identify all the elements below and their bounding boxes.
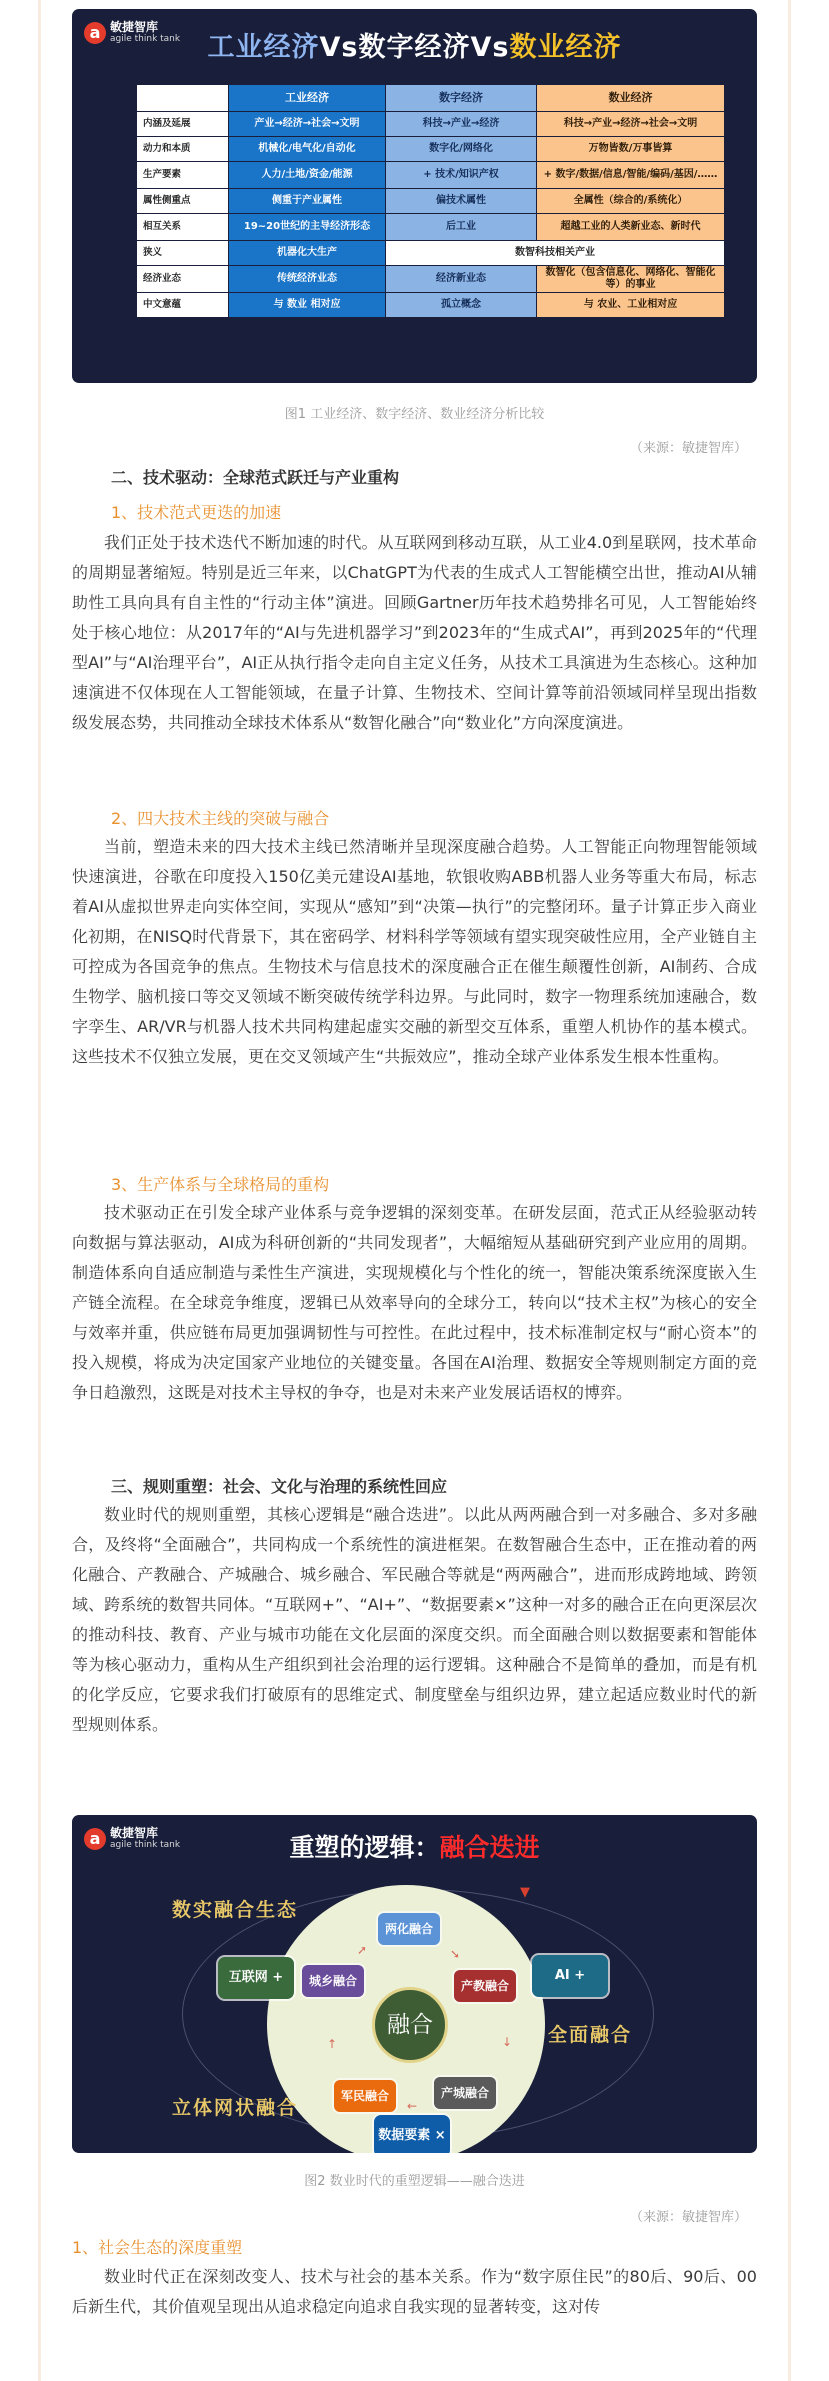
left-border [38, 0, 41, 2381]
table-row [137, 162, 725, 189]
table-row [137, 189, 725, 214]
cell-industrial: 人力/土地/资金/能源 [229, 162, 386, 189]
table-row [137, 241, 725, 266]
comparison-table [136, 84, 725, 318]
title-vs-1: Vs [319, 32, 359, 63]
logo-mark-icon: a [84, 22, 106, 44]
cell-industrial: 侧重于产业属性 [229, 189, 386, 214]
cell-industrial: 传统经济业态 [229, 266, 386, 293]
title-industrial: 工业经济 [207, 32, 320, 63]
cell-industrial: 机械化/电气化/自动化 [229, 137, 386, 162]
figure-fusion-logic [72, 1815, 757, 2153]
row-label: 内涵及延展 [137, 112, 229, 137]
section2-para1: 我们正处于技术迭代不断加速的时代。从互联网到移动互联，从工业4.0到星联网，技术革命的周期显著缩短。特别是近三年来，以ChatGPT为代表的生成式人工智能横空出世，推动AI从辅助性工具向具有自主性的“行动主体”演进。回顾Gartner历年技术趋势排名可见，人工智能始终处于核心地位：从2017年的“AI与先进机器学习”到2023年的“生成式AI”，再到2025年的“代理型AI”与“AI治理平台”，AI正从执行指令走向自主定义任务，从技术工具演进为生态核心。这种加速演进不仅体现在人工智能领域，在量子计算、生物技术、空间计算等前沿领域同样呈现出指数级发展态势，共同推动全球技术体系从“数智化融合”向“数业化”方向深度演进。 [72, 533, 757, 732]
figure-title [72, 25, 757, 64]
table-row [137, 214, 725, 241]
section2-para2: 当前，塑造未来的四大技术主线已然清晰并呈现深度融合趋势。人工智能正向物理智能领域快速演进，谷歌在印度投入150亿美元建设AI基地，软银收购ABB机器人业务等重大布局，标志着AI从虚拟世界走向实体空间，实现从“感知”到“决策—执行”的完整闭环。量子计算正步入商业化初期，在NISQ时代背景下，其在密码学、材料科学等领域有望实现突破性应用，全产业链自主可控成为各国竞争的焦点。生物技术与信息技术的深度融合正在催生颠覆性创新，AI制药、合成生物学、脑机接口等交叉领域不断突破传统学科边界。与此同时，数字一物理系统加速融合，数字孪生、AR/VR与机器人技术共同构建起虚实交融的新型交互体系，重塑人机协作的基本模式。这些技术不仅独立发展，更在交叉领域产生“共振效应”，推动全球产业体系发生根本性重构。 [72, 837, 757, 1066]
label-3d-network-integration: 立体网状融合 [172, 2097, 299, 2119]
cell-digital: 科技→产业→经济 [386, 112, 537, 137]
right-border [788, 0, 791, 2381]
logo-tagline: agile think tank [110, 34, 181, 44]
label-full-integration: 全面融合 [548, 2024, 633, 2046]
table-header-row [137, 85, 725, 112]
figure1-caption: 图1 工业经济、数字经济、数业经济分析比较 [284, 407, 545, 422]
cell-industrial: 与 数业 相对应 [229, 293, 386, 318]
row-label: 生产要素 [137, 162, 229, 189]
title-highlight: 融合迭进 [439, 1833, 540, 1862]
cell-digital: 数字化/网络化 [386, 137, 537, 162]
center-node: 融合 [372, 1987, 448, 2063]
table-row [137, 137, 725, 162]
cell-digital: 偏技术属性 [386, 189, 537, 214]
figure2-caption: 图2 数业时代的重塑逻辑——融合迭进 [304, 2174, 525, 2189]
row-label: 狭义 [137, 241, 229, 266]
section3-sub1: 1、社会生态的深度重塑 [72, 2238, 243, 2257]
cell-shuye: 全属性（综合的/系统化） [537, 189, 725, 214]
logo-name: 敏捷智库 [110, 1826, 159, 1840]
node-industry-education: 产教融合 [454, 1970, 516, 2002]
label-digital-real-ecosystem: 数实融合生态 [172, 1899, 299, 1921]
row-label: 中文意蕴 [137, 293, 229, 318]
header-digital: 数字经济 [386, 85, 537, 112]
figure1-source: （来源：敏捷智库） [629, 441, 747, 456]
row-label: 经济业态 [137, 266, 229, 293]
section3-para-partial: 数业时代正在深刻改变人、技术与社会的基本关系。作为“数字原住民”的80后、90后、00后新生代，其价值观呈现出从追求稳定向追求自我实现的显著转变，这对传 [72, 2267, 757, 2316]
cell-merged: 数智科技相关产业 [386, 241, 725, 266]
table-row [137, 293, 725, 318]
node-industry-city: 产城融合 [434, 2077, 496, 2109]
figure2-title [72, 1828, 757, 1864]
arrow-icon: ← [407, 2099, 418, 2113]
header-industrial: 工业经济 [229, 85, 386, 112]
node-internet-plus: 互联网 + [218, 1957, 294, 1999]
section3-para1: 数业时代的规则重塑，其核心逻辑是“融合迭进”。以此从两两融合到一对多融合、多对多融合，及终将“全面融合”，共同构成一个系统性的演进框架。在数智融合生态中，正在推动着的两化融合、产教融合、产城融合、城乡融合、军民融合等就是“两两融合”，进而形成跨地域、跨领域、跨系统的数智共同体。“互联网+”、“AI+”、“数据要素×”这种一对多的融合正在向更深层次的推动科技、教育、产业与城市功能在文化层面的深度交织。而全面融合则以数据要素和智能体等为核心驱动力，重构从生产组织到社会治理的运行逻辑。这种融合不是简单的叠加，而是有机的化学反应，它要求我们打破原有的思维定式、制度壁垒与组织边界，建立起适应数业时代的新型规则体系。 [72, 1505, 757, 1734]
cell-shuye: + 数字/数据/信息/智能/编码/基因/…… [537, 162, 725, 189]
cell-industrial: 机器化大生产 [229, 241, 386, 266]
logo-tagline: agile think tank [110, 1840, 181, 1850]
title-prefix: 重塑的逻辑： [289, 1833, 440, 1862]
section2-sub1: 1、技术范式更迭的加速 [111, 503, 282, 522]
logo-name: 敏捷智库 [110, 20, 159, 34]
figure-economy-comparison [72, 9, 757, 383]
section2-heading: 二、技术驱动：全球范式跃迁与产业重构 [111, 468, 400, 487]
arrow-icon: ↓ [502, 2035, 513, 2049]
section2-sub3: 3、生产体系与全球格局的重构 [111, 1175, 330, 1194]
arrow-icon: ➘ [450, 1947, 461, 1961]
logo-mark-icon: a [84, 1828, 106, 1850]
title-digital: 数字经济 [358, 32, 471, 63]
figure2-source: （来源：敏捷智库） [629, 2210, 747, 2225]
cell-shuye: 万物皆数/万事皆算 [537, 137, 725, 162]
row-label: 动力和本质 [137, 137, 229, 162]
title-vs-2: Vs [470, 32, 510, 63]
cell-digital: 孤立概念 [386, 293, 537, 318]
cell-shuye: 科技→产业→经济→社会→文明 [537, 112, 725, 137]
node-urban-rural: 城乡融合 [302, 1965, 364, 1997]
cell-digital: 经济新业态 [386, 266, 537, 293]
arrow-icon: ➚ [357, 1943, 368, 1957]
row-label: 相互关系 [137, 214, 229, 241]
node-data-elements: 数据要素 × [374, 2115, 450, 2153]
cell-industrial: 产业→经济→社会→文明 [229, 112, 386, 137]
cell-digital: 后工业 [386, 214, 537, 241]
node-ai-plus: AI + [532, 1955, 608, 1997]
section2-para3: 技术驱动正在引发全球产业体系与竞争逻辑的深刻变革。在研发层面，范式正从经验驱动转向数据与算法驱动，AI成为科研创新的“共同发现者”，大幅缩短从基础研究到产业应用的周期。制造体系向自适应制造与柔性生产演进，实现规模化与个性化的统一，智能决策系统深度嵌入生产链全流程。在全球竞争维度，逻辑已从效率导向的全球分工，转向以“技术主权”为核心的安全与效率并重，供应链布局更加强调韧性与可控性。在此过程中，技术标准制定权与“耐心资本”的投入规模，将成为决定国家产业地位的关键变量。各国在AI治理、数据安全等规则制定方面的竞争日趋激烈，这既是对技术主导权的争夺，也是对未来产业发展话语权的博弈。 [72, 1203, 757, 1402]
cell-shuye: 数智化（包含信息化、网络化、智能化等）的事业 [537, 266, 725, 293]
cell-industrial: 19~20世纪的主导经济形态 [229, 214, 386, 241]
table-row [137, 266, 725, 293]
node-two-modernization: 两化融合 [378, 1913, 440, 1945]
title-shuye: 数业经济 [509, 32, 622, 63]
cell-shuye: 与 农业、工业相对应 [537, 293, 725, 318]
triangle-marker-icon: ▼ [520, 1885, 530, 1900]
header-shuye: 数业经济 [537, 85, 725, 112]
cell-digital: + 技术/知识产权 [386, 162, 537, 189]
cell-shuye: 超越工业的人类新业态、新时代 [537, 214, 725, 241]
section2-sub2: 2、四大技术主线的突破与融合 [111, 809, 330, 828]
section3-heading: 三、规则重塑：社会、文化与治理的系统性回应 [111, 1477, 448, 1496]
node-military-civil: 军民融合 [334, 2080, 396, 2112]
arrow-icon: ↑ [327, 2037, 338, 2051]
table-row [137, 112, 725, 137]
row-label: 属性侧重点 [137, 189, 229, 214]
header-blank [137, 85, 229, 112]
